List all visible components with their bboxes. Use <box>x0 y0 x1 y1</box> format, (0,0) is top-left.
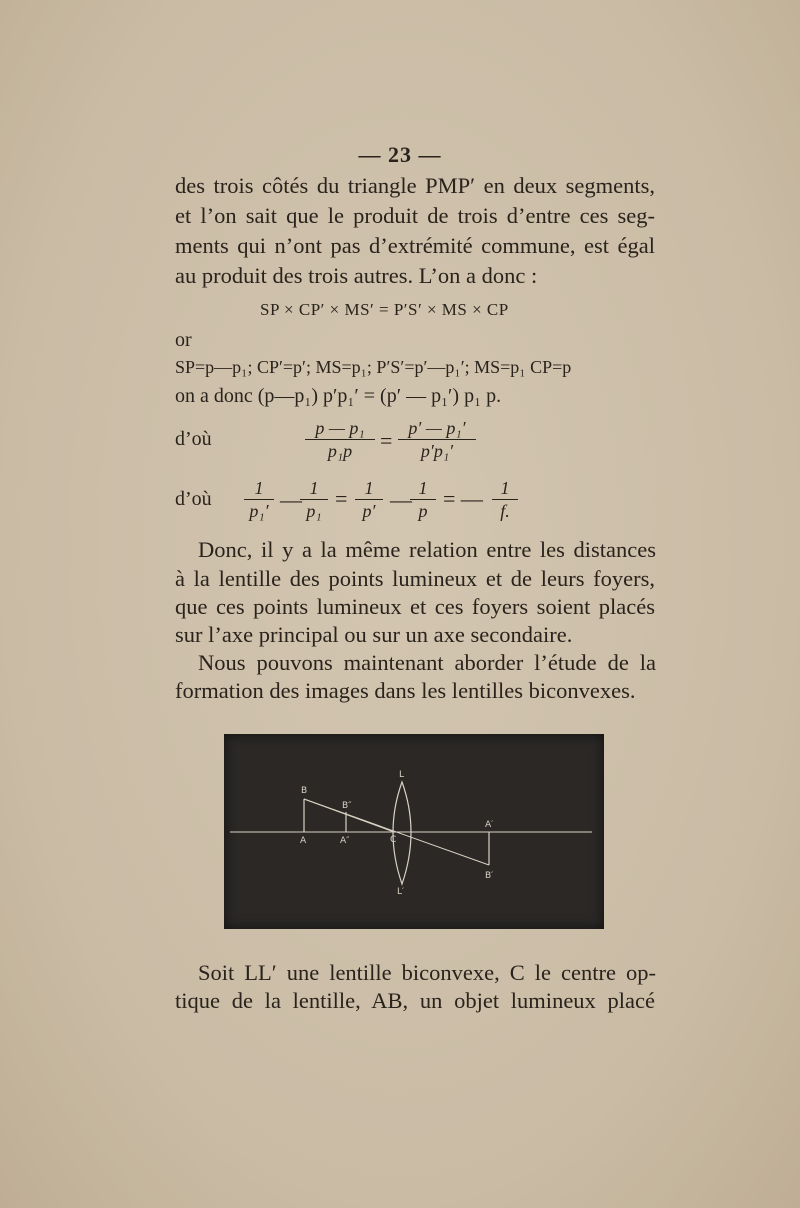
text-line: ments qui n’ont pas d’extrémité commune, est égal <box>175 233 655 258</box>
fraction-numerator: 1 <box>364 478 374 498</box>
equation-donc: on a donc (p—p₁) p′p₁′ = (p′ — p₁′) p₁ p. <box>175 385 502 407</box>
biconvex-lens <box>393 782 411 884</box>
or-word: or <box>175 329 192 351</box>
label-B-double-prime: B″ <box>342 801 352 811</box>
fraction-term-5 <box>492 477 518 522</box>
text-line: formation des images dans les lentilles biconvexes. <box>175 678 636 703</box>
fraction-numerator: p′ — p₁′ <box>408 418 466 438</box>
fraction-term-1 <box>244 477 274 522</box>
fraction-denominator: p₁′ <box>249 501 269 521</box>
fraction-term-3 <box>355 477 383 522</box>
label-A: A <box>300 836 307 846</box>
fraction-denominator: p′p₁′ <box>420 441 454 461</box>
dou-label-1: d’où <box>175 428 212 450</box>
fraction-numerator: 1 <box>418 478 428 498</box>
lens-diagram-figure <box>224 734 604 929</box>
label-B: B <box>301 786 308 796</box>
text-line: au produit des trois autres. L’on a donc : <box>175 263 538 288</box>
operator: — <box>280 487 302 512</box>
text-line: tique de la lentille, AB, un objet lumineux placé <box>175 988 655 1013</box>
fraction-term-2 <box>300 477 328 522</box>
fraction-numerator: 1 <box>309 478 319 498</box>
equals-sign: = <box>380 428 393 453</box>
fraction-term-4 <box>410 477 436 522</box>
label-A-prime: A′ <box>485 820 494 830</box>
page-number: — 23 — <box>358 142 442 167</box>
fraction-denominator: p₁ <box>306 501 322 521</box>
fraction-denominator: p′ <box>362 501 376 521</box>
fraction-numerator: 1 <box>500 478 510 498</box>
fraction-right <box>398 417 476 462</box>
lens-diagram <box>224 734 604 929</box>
operator: — <box>390 487 412 512</box>
operator: = <box>335 486 348 511</box>
fraction-denominator: f. <box>500 501 510 521</box>
text-line: à la lentille des points lumineux et de leurs foyers, <box>175 566 655 591</box>
fraction-left <box>305 417 375 462</box>
label-L: L <box>399 770 405 780</box>
equation-definitions: SP=p—p₁; CP′=p′; MS=p₁; P′S′=p′—p₁′; MS=p₁ CP=p <box>175 357 572 377</box>
label-B-prime: B′ <box>485 871 494 881</box>
text-line: Nous pouvons maintenant aborder l’étude de la <box>198 650 656 675</box>
text-line: des trois côtés du triangle PMP′ en deux segments, <box>175 173 655 198</box>
label-L-prime: L′ <box>397 887 405 897</box>
dou-label-2: d’où <box>175 488 212 510</box>
fraction-numerator: p — p₁ <box>315 418 365 438</box>
equation-main: SP × CP′ × MS′ = P′S′ × MS × CP <box>260 300 509 319</box>
text-line: sur l’axe principal ou sur un axe secondaire. <box>175 622 573 647</box>
label-C: C <box>390 835 397 845</box>
operator: = — <box>443 486 483 511</box>
fraction-numerator: 1 <box>254 478 264 498</box>
text-line: que ces points lumineux et ces foyers soient placés <box>175 594 655 619</box>
fraction-denominator: p₁p <box>327 441 353 461</box>
text-line: Soit LL′ une lentille biconvexe, C le centre op- <box>198 960 656 985</box>
text-line: et l’on sait que le produit de trois d’entre ces seg- <box>175 203 655 228</box>
fraction-denominator: p <box>418 501 428 521</box>
text-line: Donc, il y a la même relation entre les distances <box>198 537 656 562</box>
label-A-double-prime: A″ <box>340 836 350 846</box>
